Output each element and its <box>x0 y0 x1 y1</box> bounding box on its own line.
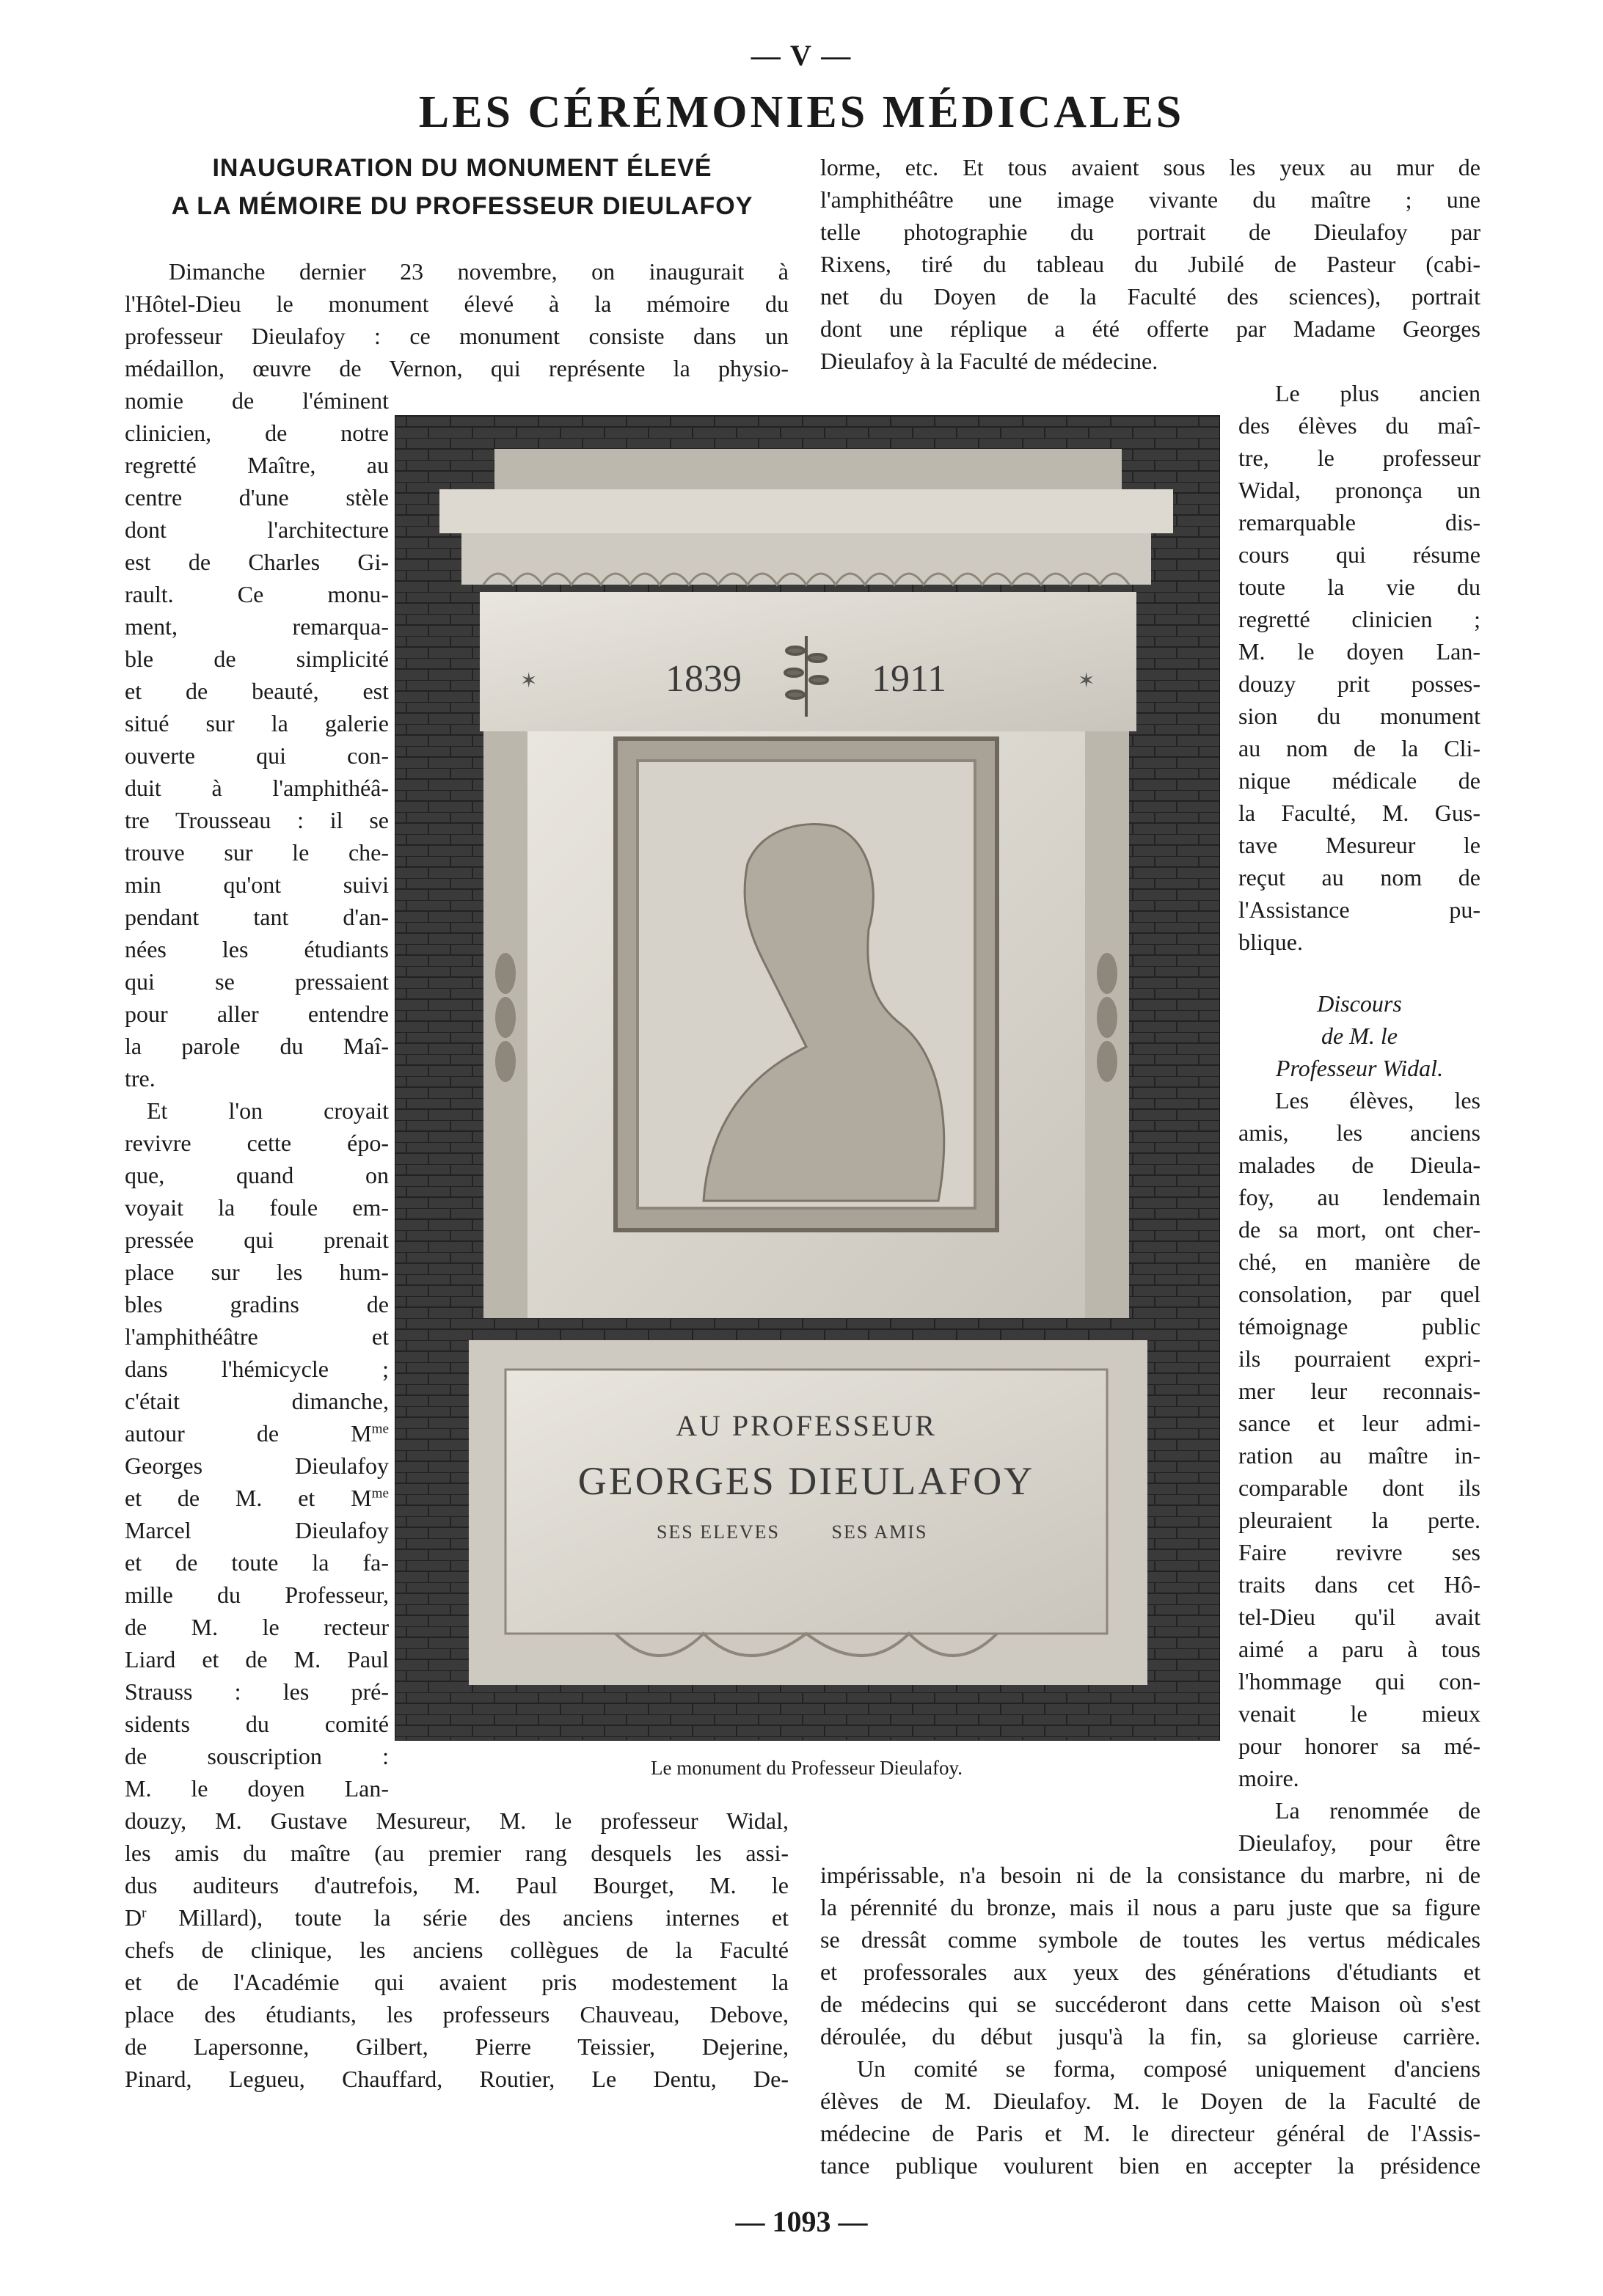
paragraph-line: se dressât comme symbole de toutes les vertus médicales <box>820 1926 1480 1953</box>
narrow-column-line: blique. <box>1238 929 1303 955</box>
superscript-abbrev: r <box>142 1905 147 1921</box>
narrow-column-line: que, quand on <box>125 1162 389 1188</box>
paragraph-line: médaillon, œuvre de Vernon, qui représente la physio- <box>125 355 789 381</box>
narrow-column-line: et de M. et $M^{me}$ <box>125 1485 389 1511</box>
narrow-column-line: Widal, prononça un <box>1238 477 1480 503</box>
narrow-column-line: clinicien, de notre <box>125 420 389 446</box>
paragraph-line: et professorales aux yeux des générations d'étudiants et <box>820 1959 1480 1985</box>
photo-caption: Le monument du Professeur Dieulafoy. <box>651 1757 963 1779</box>
paragraph-line: impérissable, n'a besoin ni de la consistance du marbre, ni de <box>820 1862 1480 1888</box>
narrow-column-line: tave Mesureur le <box>1238 832 1480 858</box>
narrow-column-line: pour aller entendre <box>125 1001 389 1027</box>
death-year-label: 1911 <box>871 658 947 700</box>
narrow-column-line: consolation, par quel <box>1238 1281 1480 1307</box>
narrow-column-line: min qu'ont suivi <box>125 871 389 898</box>
narrow-column-line: témoignage public <box>1238 1313 1480 1339</box>
narrow-column-line: la parole du Maî- <box>125 1033 389 1059</box>
paragraph-line: douzy, M. Gustave Mesureur, M. le professeur Widal, <box>125 1807 789 1834</box>
monument-photograph <box>395 415 1220 1741</box>
text-fragment: Millard), toute la série des anciens internes et <box>146 1904 789 1931</box>
narrow-column-line: pleuraient la perte. <box>1238 1507 1480 1533</box>
narrow-column-line: malades de Dieula- <box>1238 1152 1480 1178</box>
paragraph-line: $D^r$ Millard), toute la série des anciens internes et <box>125 1904 789 1931</box>
narrow-column-line: duit à l'amphithéâ- <box>125 775 389 801</box>
narrow-column-line: moire. <box>1238 1765 1299 1791</box>
narrow-column-line: douzy prit posses- <box>1238 670 1480 697</box>
narrow-column-line: ouverte qui con- <box>125 742 389 769</box>
narrow-column-line: sion du monument <box>1238 703 1480 729</box>
paragraph-line: net du Doyen de la Faculté des sciences), portrait <box>820 283 1480 310</box>
narrow-column-line: des élèves du maî- <box>1238 412 1480 439</box>
paragraph-line: Dieulafoy à la Faculté de médecine. <box>820 348 1158 374</box>
narrow-column-line: regretté Maître, au <box>125 452 389 478</box>
paragraph-line: et de l'Académie qui avaient pris modestement la <box>125 1969 789 1995</box>
narrow-column-line: sidents du comité <box>125 1711 389 1737</box>
plaque-dedication-line-1: AU PROFESSEUR <box>676 1409 937 1442</box>
narrow-column-line: ils pourraient expri- <box>1238 1345 1480 1372</box>
narrow-column-line: M. le doyen Lan- <box>1238 638 1480 665</box>
narrow-column-line: c'était dimanche, <box>125 1388 389 1414</box>
narrow-column-line: Les élèves, les <box>1275 1087 1480 1114</box>
narrow-column-line: venait le mieux <box>1238 1700 1480 1727</box>
narrow-column-line: remarquable dis- <box>1238 509 1480 535</box>
paragraph-line: lorme, etc. Et tous avaient sous les yeux au mur de <box>820 154 1480 180</box>
narrow-column-line: nées les étudiants <box>125 936 389 962</box>
paragraph-line: place des étudiants, les professeurs Chauveau, Debove, <box>125 2001 789 2028</box>
paragraph-line: Rixens, tiré du tableau du Jubilé de Pasteur (cabi- <box>820 251 1480 277</box>
narrow-column-line: Strauss : les pré- <box>125 1678 389 1705</box>
narrow-column-line: Faire revivre ses <box>1238 1539 1480 1565</box>
narrow-column-line: pour honorer sa mé- <box>1238 1733 1480 1759</box>
paragraph-line: tance publique voulurent bien en accepter la présidence <box>820 2152 1480 2179</box>
plaque-students-label: SES ELEVES <box>656 1521 781 1543</box>
paragraph-line: Pinard, Legueu, Chauffard, Routier, Le Dentu, De- <box>125 2066 789 2092</box>
page-number-roman: — V — <box>751 39 852 72</box>
narrow-column-line: au nom de la Cli- <box>1238 735 1480 761</box>
narrow-column-line: La renommée de <box>1275 1797 1480 1824</box>
narrow-column-line: Et l'on croyait <box>147 1097 389 1124</box>
plaque-friends-label: SES AMIS <box>831 1521 928 1543</box>
star-icon: ✶ <box>520 670 538 692</box>
narrow-column-line: mer leur reconnais- <box>1238 1378 1480 1404</box>
folio-page-number: — 1093 — <box>735 2205 868 2238</box>
narrow-column-line: l'amphithéâtre et <box>125 1323 389 1350</box>
narrow-column-line: toute la vie du <box>1238 574 1480 600</box>
paragraph-line: la pérennité du bronze, mais il nous a paru juste que sa figure <box>820 1894 1480 1920</box>
narrow-column-line: et de toute la fa- <box>125 1549 389 1576</box>
narrow-column-line: sance et leur admi- <box>1238 1410 1480 1436</box>
paragraph-line: élèves de M. Dieulafoy. M. le Doyen de la Faculté de <box>820 2088 1480 2114</box>
narrow-column-line: M. le doyen Lan- <box>125 1775 389 1802</box>
narrow-column-line: comparable dont ils <box>1238 1474 1480 1501</box>
narrow-column-line: l'Assistance pu- <box>1238 896 1480 923</box>
narrow-column-line: dont l'architecture <box>125 516 389 543</box>
narrow-column-line: pressée qui prenait <box>125 1226 389 1253</box>
narrow-column-line: l'hommage qui con- <box>1238 1668 1480 1694</box>
narrow-column-line: aimé a paru à tous <box>1238 1636 1480 1662</box>
speech-heading-line: Professeur Widal. <box>1275 1055 1444 1081</box>
narrow-column-line: cours qui résume <box>1238 541 1480 568</box>
narrow-column-line: Dieulafoy, pour être <box>1238 1829 1480 1856</box>
article-subtitle-line-2: A LA MÉMOIRE DU PROFESSEUR DIEULAFOY <box>171 192 753 220</box>
narrow-column-line: de souscription : <box>125 1743 389 1769</box>
narrow-column-line: dans l'hémicycle ; <box>125 1356 389 1382</box>
narrow-column-line: Le plus ancien <box>1275 380 1480 406</box>
superscript-abbrev: me <box>371 1485 389 1502</box>
narrow-column-line: tre. <box>125 1065 156 1092</box>
narrow-column-line: est de Charles Gi- <box>125 549 389 575</box>
paragraph-line: Dimanche dernier 23 novembre, on inaugurait à <box>169 258 789 285</box>
narrow-column-line: de sa mort, ont cher- <box>1238 1216 1480 1243</box>
narrow-column-line: reçut au nom de <box>1238 864 1480 891</box>
speech-heading-line: de M. le <box>1321 1023 1398 1049</box>
narrow-column-line: ration au maître in- <box>1238 1442 1480 1469</box>
narrow-column-line: centre d'une stèle <box>125 484 389 511</box>
paragraph-line: dus auditeurs d'autrefois, M. Paul Bourget, M. le <box>125 1872 789 1898</box>
narrow-column-line: autour de $M^{me}$ <box>125 1420 389 1447</box>
narrow-column-line: trouve sur le che- <box>125 839 389 866</box>
paragraph-line: professeur Dieulafoy : ce monument consiste dans un <box>125 323 789 349</box>
narrow-column-line: tre, le professeur <box>1238 445 1480 471</box>
article-subtitle-line-1: INAUGURATION DU MONUMENT ÉLEVÉ <box>212 154 712 182</box>
page-title: LES CÉRÉMONIES MÉDICALES <box>418 87 1185 137</box>
narrow-column-line: foy, au lendemain <box>1238 1184 1480 1210</box>
paragraph-line: Un comité se forma, composé uniquement d'anciens <box>857 2055 1480 2082</box>
superscript-abbrev: me <box>371 1421 389 1437</box>
paragraph-line: déroulée, du début jusqu'à la fin, sa glorieuse carrière. <box>820 2023 1480 2050</box>
narrow-column-line: place sur les hum- <box>125 1259 389 1285</box>
paragraph-line: dont une réplique a été offerte par Madame Georges <box>820 315 1480 342</box>
paragraph-line: de médecins qui se succéderont dans cette Maison où s'est <box>820 1991 1480 2017</box>
paragraph-line: chefs de clinique, les anciens collègues de la Faculté <box>125 1937 789 1963</box>
narrow-column-line: revivre cette épo- <box>125 1130 389 1156</box>
narrow-column-line: Liard et de M. Paul <box>125 1646 389 1672</box>
narrow-column-line: tel-Dieu qu'il avait <box>1238 1604 1480 1630</box>
narrow-column-line: bles gradins de <box>125 1291 389 1317</box>
speech-heading-line: Discours <box>1317 990 1402 1017</box>
paragraph-line: l'amphithéâtre une image vivante du maître ; une <box>820 186 1480 213</box>
narrow-column-line: Marcel Dieulafoy <box>125 1517 389 1543</box>
star-icon: ✶ <box>1078 670 1095 692</box>
narrow-column-line: la Faculté, M. Gus- <box>1238 800 1480 826</box>
paragraph-line: telle photographie du portrait de Dieulafoy par <box>820 219 1480 245</box>
narrow-column-line: de M. le recteur <box>125 1614 389 1640</box>
narrow-column-line: nomie de l'éminent <box>125 387 389 414</box>
narrow-column-line: nique médicale de <box>1238 767 1480 794</box>
paragraph-line: de Lapersonne, Gilbert, Pierre Teissier, Dejerine, <box>125 2033 789 2060</box>
birth-year-label: 1839 <box>665 658 742 700</box>
narrow-column-line: et de beauté, est <box>125 678 389 704</box>
narrow-column-line: regretté clinicien ; <box>1238 606 1480 632</box>
narrow-column-line: situé sur la galerie <box>125 710 389 736</box>
paragraph-line: les amis du maître (au premier rang desquels les assi- <box>125 1840 789 1866</box>
narrow-column-line: tre Trousseau : il se <box>125 807 389 833</box>
narrow-column-line: ché, en manière de <box>1238 1248 1480 1275</box>
plaque-dedication-line-2: GEORGES DIEULAFOY <box>577 1459 1035 1503</box>
monument-illustration <box>395 416 1219 1740</box>
narrow-column-line: rault. Ce monu- <box>125 581 389 607</box>
narrow-column-line: pendant tant d'an- <box>125 904 389 930</box>
narrow-column-line: amis, les anciens <box>1238 1119 1480 1146</box>
narrow-column-line: voyait la foule em- <box>125 1194 389 1221</box>
narrow-column-line: ment, remarqua- <box>125 613 389 640</box>
paragraph-line: l'Hôtel-Dieu le monument élevé à la mémoire du <box>125 290 789 317</box>
narrow-column-line: mille du Professeur, <box>125 1582 389 1608</box>
paragraph-line: médecine de Paris et M. le directeur général de l'Assis- <box>820 2120 1480 2146</box>
narrow-column-line: qui se pressaient <box>125 968 389 995</box>
narrow-column-line: traits dans cet Hô- <box>1238 1571 1480 1598</box>
narrow-column-line: ble de simplicité <box>125 646 389 672</box>
narrow-column-line: Georges Dieulafoy <box>125 1452 389 1479</box>
